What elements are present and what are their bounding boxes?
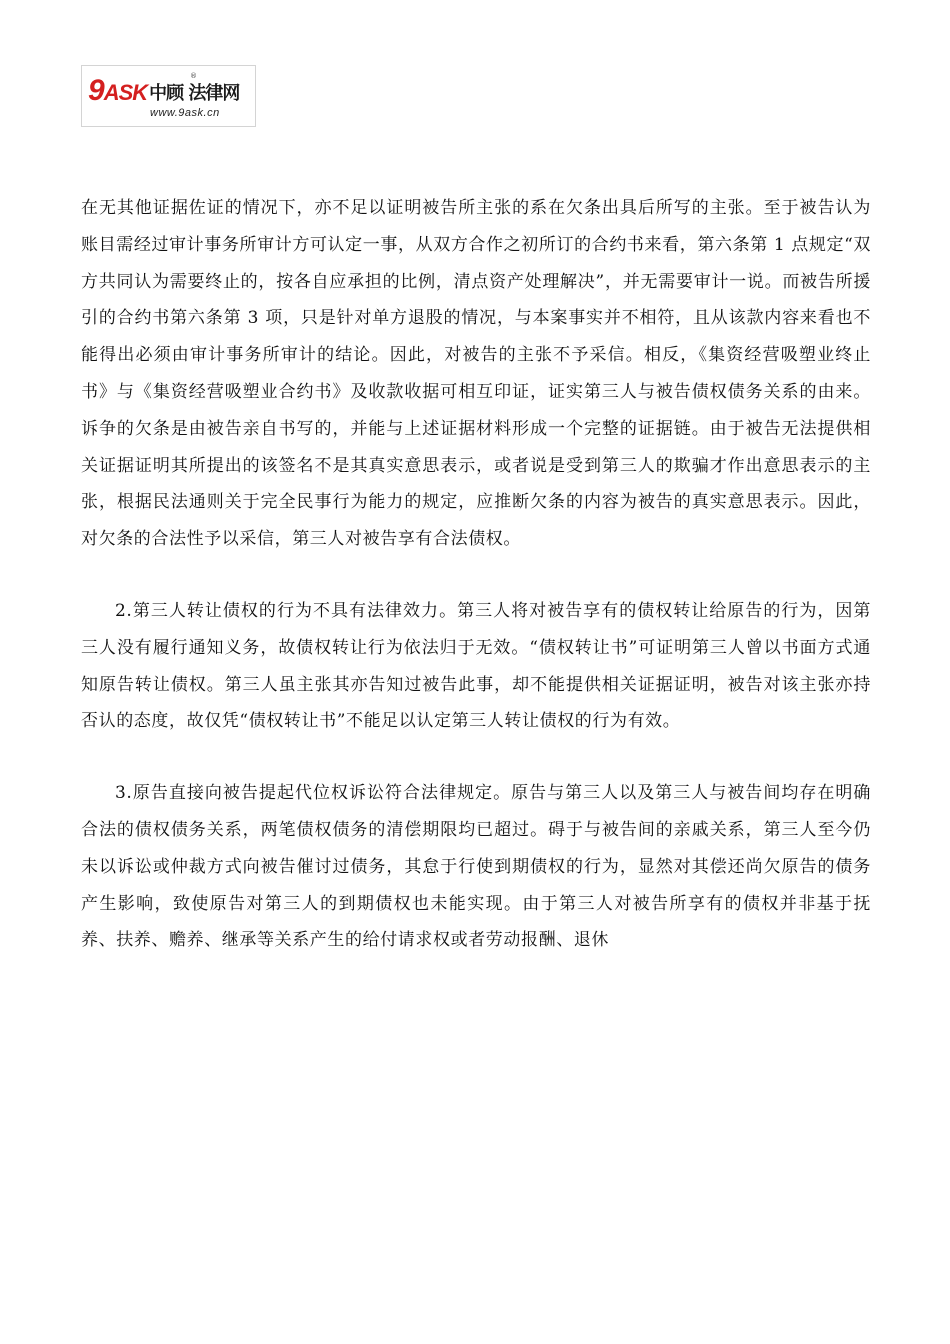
logo-wordmark: [88, 76, 239, 106]
document-body: [81, 190, 871, 959]
paragraph-2: 2.第三人转让债权的行为不具有法律效力。第三人将对被告享有的债权转让给原告的行为，因第三人没有履行通知义务，故债权转让行为依法归于无效。“债权转让书”可证明第三人曾以书面方式通知原告转让债权。第三人虽主张其亦告知过被告此事，却不能提供相关证据证明，被告对该主张亦持否认的态度，故仅凭“债权转让书”不能足以认定第三人转让债权的行为有效。: [81, 600, 871, 732]
logo-url: www.9ask.cn: [150, 107, 220, 119]
paragraph-gap: [81, 740, 871, 775]
paragraph-gap: [81, 558, 871, 593]
site-logo[interactable]: [81, 65, 256, 127]
logo-site-name: 中顾 法律网: [149, 83, 240, 104]
paragraph-3: 3.原告直接向被告提起代位权诉讼符合法律规定。原告与第三人以及第三人与被告间均存在明确合法的债权债务关系，两笔债权债务的清偿期限均已超过。碍于与被告间的亲戚关系，第三人至今仍未以诉讼或仲裁方式向被告催讨过债务，其怠于行使到期债权的行为，显然对其偿还尚欠原告的债务产生影响，致使原告对第三人的到期债权也未能实现。由于第三人对被告所享有的债权并非基于抚养、扶养、赡养、继承等关系产生的给付请求权或者劳动报酬、退休: [81, 783, 871, 951]
registered-mark: ®: [190, 72, 197, 80]
paragraph-1: 在无其他证据佐证的情况下，亦不足以证明被告所主张的系在欠条出具后所写的主张。至于被告认为账目需经过审计事务所审计方可认定一事，从双方合作之初所订的合约书来看，第六条第 1 点规定“双方共同认为需要终止的，按各自应承担的比例，清点资产处理解决”，并无需要审计一说。而被告所援引的合约书第六条第 3 项，只是针对单方退股的情况，与本案事实并不相符，且从该款内容来看也不能得出必须由审计事务所审计的结论。因此，对被告的主张不予采信。相反，《集资经营吸塑业终止书》与《集资经营吸塑业合约书》及收款收据可相互印证，证实第三人与被告债权债务关系的由来。诉争的欠条是由被告亲自书写的，并能与上述证据材料形成一个完整的证据链。由于被告无法提供相关证据证明其所提出的该签名不是其真实意思表示，或者说是受到第三人的欺骗才作出意思表示的主张，根据民法通则关于完全民事行为能力的规定，应推断欠条的内容为被告的真实意思表示。因此，对欠条的合法性予以采信，第三人对被告享有合法债权。: [81, 198, 871, 550]
logo-mark-ask: ASK: [103, 80, 148, 105]
logo-mark-nine: 9: [88, 74, 104, 107]
